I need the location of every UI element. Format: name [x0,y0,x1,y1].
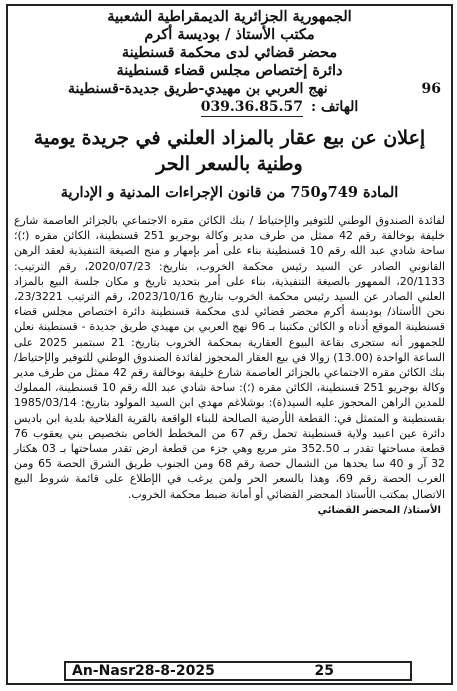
phone-label: الهاتف : [311,99,359,115]
notice-body: لفائدة الصندوق الوطني للتوفير والإحتياط / بنك الكائن مقره الاجتماعي بالجزائر العاصمة شارع خليفة بوخالفة رقم 42 ممثل من طرف مدير وكالة بوجريو 251 قسنطينة، الكائن مقره (؛)؛ ساحة شادي عبد الله رقم 10 قسنطينة بناء على أمر بإمهار و منح الصيغة التنفيذية لعقد الرهن القانوني الصادر عن السيد رئيس محكمة الخروب، بتاريخ: 2020/07/23، رقم الترتيب: 20/1133، الممهور بالصيغة التنفيذية، بناء على أمر بتحديد تاريخ و مكان جلسة البيع بالمزاد العلني الصادر عن السيد رئيس محكمة الخروب بتاريخ 2023/10/16، رقم الترتيب 23/3221، نحن الأستاذ/ بوديسة أكرم محضر قضائي لدى محكمة قسنطينة دائرة اختصاص مجلس قضاء قسنطينة الموقع أدناه و الكائن مكتبنا بـ 96 نهج العربي بن مهيدي طريق جديدة - قسنطينة نعلن للجمهور أنه ستجرى بقاعة البيوع العقارية بمحكمة الخروب بتاريخ: 21 سبتمبر 2025 على الساعة الواحدة (13.00) زوالا في بيع العقار المحجوز لفائدة الصندوق الوطني للتوفير والإحتياط/ بنك الكائن مقره الاجتماعي بالجزائر العاصمة شارع خليفة بوخالفة رقم 42 ممثل من طرف مدير وكالة بوجريو 251 قسنطينة، الكائن مقره (؛): ساحة شادي عبد الله رقم 10 قسنطينة، المملوك للمدين الراهن المحجوز عليه السيد(ة): بوشلاغم مهدي ابن السيد المولود بتاريخ: 1985/03/14 بقسنطينة و المتمثل في: القطعة الأرضية الصالحة للبناء الواقعة بالقرية الفلاحية بلدية ابن باديس دائرة عين اعبيد ولاية قسنطينة تحمل رقم 67 من المخطط الخاص بتخصيص بني يعقوب 76 قطعة مساحتها تقدر بـ 352.50 متر مربع وهي جزء من قطعة ارض تقدر مساحتها بـ 03 هكتار 32 آر و 40 سا يحدها من الشمال حصة رقم 68 ومن الجنوب طريق الشرق الحصة 65 ومن الغرب الحصة رقم 69، وهذا بالسعر الحر ولمن يرغب في الإطلاع على قائمة شروط البيع الاتصال بمكتب الأستاذ المحضر القضائي أو أمانة ضبط محكمة الخروب. [14,214,446,501]
notice-header [8,6,451,117]
title-line-1: إعلان عن بيع عقار بالمزاد العلني في جريدة يومية [33,127,426,149]
signature-title: الأستاذ/ [403,504,441,516]
signature-block [8,504,441,517]
office-name: مكتب الأستاذ / بوديسة أكرم [144,26,315,43]
signature-role: المحضر القضائي [317,504,401,516]
address-street: نهج العربي بن مهيدي-طريق جديدة-قسنطينة [68,81,328,97]
publication-box [64,661,412,681]
jurisdiction: دائرة إختصاص مجلس قضاء قسنطينة [116,62,343,79]
phone-number: 039.36.85.57 [200,99,303,115]
address-number: 96 [421,81,441,97]
publication-date: An-Nasr28-8-2025 [72,663,215,679]
notice-footer [8,659,451,681]
page-number: 25 [314,663,334,679]
title-line-2: وطنية بالسعر الحر [156,153,303,175]
legal-notice [6,4,453,685]
republic-name: الجمهورية الجزائرية الديمقراطية الشعبية [107,8,352,25]
notice-title [8,125,451,203]
bailiff-court: محضر قضائي لدى محكمة قسنطينة [121,44,338,61]
law-reference: المادة 749و750 من قانون الإجراءات المدنية و الإدارية [60,184,399,201]
office-phone [108,98,451,117]
office-address [8,80,451,98]
